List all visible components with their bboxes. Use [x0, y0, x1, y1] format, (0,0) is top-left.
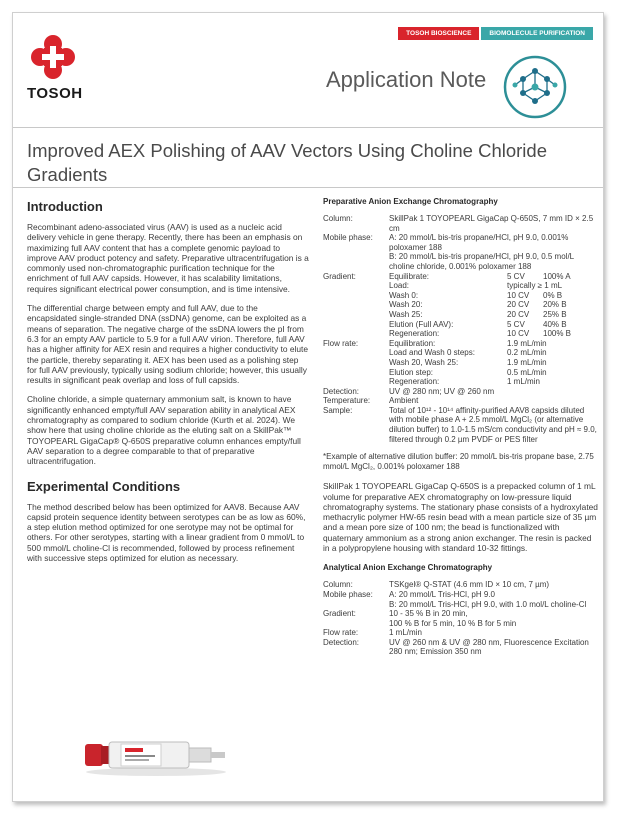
- analytical-aex-heading: Analytical Anion Exchange Chromatography: [323, 563, 493, 573]
- tosoh-mark-icon: [31, 35, 75, 79]
- detection-value: UV @ 280 nm; UV @ 260 nm: [389, 386, 495, 396]
- analytical-detection-label: Detection:: [323, 637, 360, 647]
- gradient-percent: 40% B: [543, 319, 567, 329]
- analytical-column-label: Column:: [323, 580, 353, 590]
- gradient-step: Wash 0:: [389, 290, 419, 300]
- table-row: [323, 406, 598, 444]
- gradient-percent: [543, 281, 577, 291]
- analytical-flow-value: 1 mL/min: [389, 628, 422, 638]
- temperature-value: Ambient: [389, 396, 419, 406]
- gradient-step: Load:: [389, 281, 410, 291]
- flow-value: 0.5 mL/min: [507, 367, 547, 377]
- gradient-volume: typically ≥ 1 mL: [507, 281, 563, 291]
- intro-paragraph-1: Recombinant adeno-associated virus (AAV) is used as a nucleic acid delivery vehicle in gene therapy. Recently, there has been an emphasis on maximizing full AAV content that has a complete genomic payload to improve AAV product potency and safety. Preparative ultracentrifugation is a commonly used non-chromatographic purification technique for the enrichment of full AAV capsids. However, it has scalability limitations, requires significant electrical power consumption, and is time intensive.: [27, 222, 309, 294]
- dilution-buffer-footnote: *Example of alternative dilution buffer: 20 mmol/L bis-tris propane base, 2.75 mmol/L MgCl₂, 0.001% poloxamer 188: [323, 452, 594, 472]
- analytical-gradient-value: 10 - 35 % B in 20 min, 100 % B for 5 min, 10 % B for 5 min: [389, 609, 517, 628]
- gradient-volume: 5 CV: [507, 319, 525, 329]
- table-row: [323, 580, 598, 590]
- intro-paragraph-2: The differential charge between empty and full AAV, due to the encapsidated single-stranded DNA (ssDNA) genome, can be exploited as a means of separation. The negative charge of the ssDNA lowers the pI from 6.3 for an empty AAV particle to 5.9 for a full AAV virion. Therefore, full AAV has a higher affinity for AEX resin and requires a higher conductivity to elute the particle, thereby separating it. AEX has been used as a polishing step for full AAV previously, typically using sodium chloride; however, this usually results in significant peak overlap and loss of full capsids.: [27, 303, 309, 386]
- molecule-network-icon: [503, 55, 567, 119]
- analytical-gradient-label: Gradient:: [323, 609, 356, 619]
- flow-rate-label: Flow rate:: [323, 338, 359, 348]
- table-row: [323, 590, 598, 609]
- table-row: [323, 396, 598, 406]
- gradient-volume: 10 CV: [507, 290, 530, 300]
- table-row: [323, 339, 598, 387]
- title-divider: [13, 187, 603, 188]
- gradient-volume: 10 CV: [507, 329, 530, 339]
- table-row: [323, 272, 598, 339]
- document-type: Application Note: [326, 67, 487, 92]
- gradient-step: Wash 25:: [389, 309, 423, 319]
- flow-value: 1.9 mL/min: [507, 357, 547, 367]
- table-row: [323, 609, 598, 628]
- gradient-volume: 20 CV: [507, 300, 530, 310]
- brand-name: TOSOH: [27, 85, 83, 102]
- gradient-volume: 5 CV: [507, 271, 525, 281]
- gradient-label: Gradient:: [323, 271, 356, 281]
- experimental-paragraph: The method described below has been optimized for AAV8. Because AAV capsid protein sequence identity between serotypes can be as low as 60%, a step elution method optimized for one serotype may not be optimal for others. For other serotypes, starting with a linear gradient from 0 mmol/L to 500 mmol/L choline-Cl is recommended, followed by process refinement with successive steps optimized for elution as necessary.: [27, 501, 306, 564]
- table-row: [323, 214, 598, 233]
- table-row: [323, 628, 598, 638]
- detection-label: Detection:: [323, 386, 360, 396]
- gradient-percent: 25% B: [543, 309, 567, 319]
- gradient-step: Elution (Full AAV):: [389, 319, 454, 329]
- table-row: [323, 387, 598, 397]
- page-title: Improved AEX Polishing of AAV Vectors Using Choline Chloride Gradients: [27, 140, 547, 185]
- temperature-label: Temperature:: [323, 396, 371, 406]
- gradient-percent: 20% B: [543, 300, 567, 310]
- gradient-step: Equilibrate:: [389, 271, 430, 281]
- experimental-heading: Experimental Conditions: [27, 478, 181, 494]
- prep-aex-heading: Preparative Anion Exchange Chromatography: [323, 197, 498, 206]
- left-column: [27, 199, 309, 572]
- gradient-step: Wash 20:: [389, 300, 423, 310]
- category-tags: [398, 27, 593, 40]
- flow-step: Equilibration:: [389, 338, 436, 348]
- gradient-percent: 100% A: [543, 271, 571, 281]
- skillpak-description: SkillPak 1 TOYOPEARL GigaCap Q-650S is a prepacked column of 1 mL volume for preparative AEX chromatography on low-pressure liquid chromatography systems. The stationary phase consists of a hydroxylated methacrylic polymer HW-65 resin bead with a mean particle size of 35 µm and a mean pore size of 100 nm; the bead is functionalized with quaternary ammonium as a strong anion exchanger. The resin is packed in a polypropylene housing with standard 10-32 fittings.: [323, 481, 598, 554]
- tag-biomolecule-purification: BIOMOLECULE PURIFICATION: [481, 27, 593, 40]
- right-column: [323, 197, 598, 657]
- skillpak-column-image: [81, 728, 231, 778]
- column-label: Column:: [323, 214, 353, 223]
- sample-value: Total of 10¹² - 10¹⁴ affinity-purified AAV8 capsids diluted with mobile phase A + 2.5 mmol/L MgCl₂ (or alternative dilution buffer) to 1.0-1.5 mS/cm conductivity and pH ≈ 9.0, filtered through 0.2 µm PVDF or PES filter: [389, 405, 597, 444]
- gradient-step: Regeneration:: [389, 329, 440, 339]
- header-divider: [13, 127, 603, 128]
- tag-tosoh-bioscience: TOSOH BIOSCIENCE: [398, 27, 479, 40]
- sample-label: Sample:: [323, 405, 353, 415]
- flow-value: 1 mL/min: [507, 377, 540, 387]
- analytical-mobile-value: A: 20 mmol/L Tris-HCl, pH 9.0 B: 20 mmol/L Tris-HCl, pH 9.0, with 1.0 mol/L choline-Cl: [389, 589, 587, 609]
- column-value: SkillPak 1 TOYOPEARL GigaCap Q-650S, 7 mm ID × 2.5 cm: [389, 214, 594, 233]
- mobile-phase-a: A: 20 mmol/L bis-tris propane/HCl, pH 9.0, 0.001% poloxamer 188: [389, 233, 569, 252]
- flow-value: 0.2 mL/min: [507, 348, 547, 358]
- introduction-heading: Introduction: [27, 199, 103, 214]
- gradient-percent: 100% B: [543, 329, 572, 339]
- table-row: [323, 233, 598, 271]
- analytical-detection-value: UV @ 260 nm & UV @ 280 nm, Fluorescence Excitation 280 nm; Emission 350 nm: [389, 637, 589, 657]
- analytical-mobile-label: Mobile phase:: [323, 589, 373, 599]
- flow-step: Wash 20, Wash 25:: [389, 357, 459, 367]
- analytical-column-value: TSKgel® Q-STAT (4.6 mm ID × 10 cm, 7 µm): [389, 580, 550, 590]
- intro-paragraph-3: Choline chloride, a simple quaternary ammonium salt, is known to have significantly enhanced empty/full AAV separation ability in analytical AEX chromatography as compared to sodium chloride (Kurth et al. 2024). We show here that using choline chloride as the eluting salt on a SkillPak™ TOYOPEARL GigaCap® Q-650S preparative column enhances empty/full AAV separation to a degree comparable to that of preparative ultracentrifugation.: [27, 394, 301, 467]
- mobile-phase-b: B: 20 mmol/L bis-tris propane/HCl, pH 9.0, 0.5 mol/L choline chloride, 0.001% poloxamer 188: [389, 252, 574, 271]
- table-row: [323, 638, 598, 657]
- flow-step: Elution step:: [389, 367, 434, 377]
- flow-value: 1.9 mL/min: [507, 338, 547, 348]
- gradient-percent: 0% B: [543, 290, 563, 300]
- application-note-page: [12, 12, 604, 802]
- gradient-volume: 20 CV: [507, 309, 530, 319]
- analytical-conditions-table: [323, 580, 598, 657]
- flow-step: Regeneration:: [389, 377, 440, 387]
- flow-step: Load and Wash 0 steps:: [389, 348, 475, 358]
- mobile-phase-label: Mobile phase:: [323, 233, 373, 243]
- analytical-flow-label: Flow rate:: [323, 628, 359, 638]
- prep-conditions-table: [323, 214, 598, 444]
